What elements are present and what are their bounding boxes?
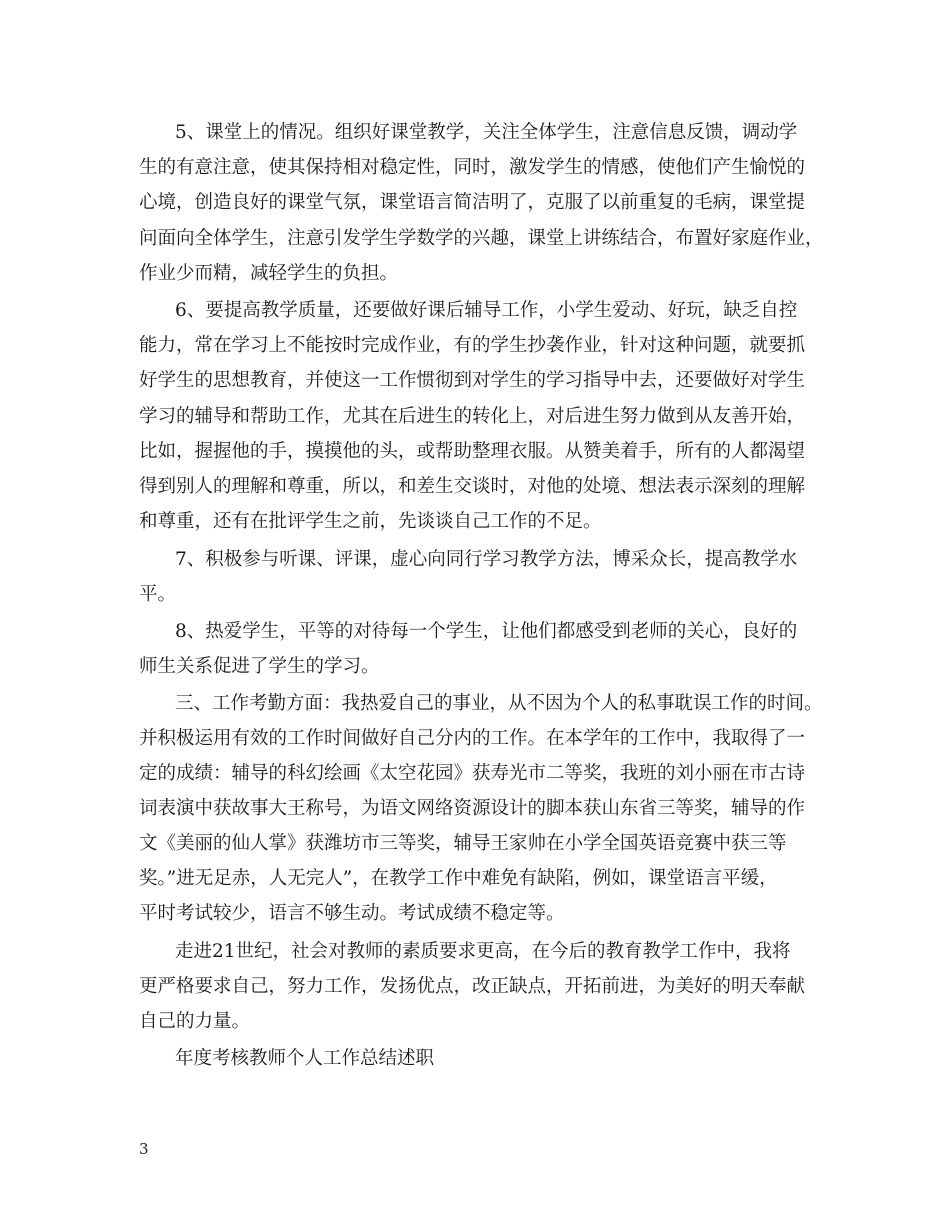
- paragraph-line: 学习的辅导和帮助工作，尤其在后进生的转化上，对后进生努力做到从友善开始，: [139, 406, 806, 427]
- paragraph-line: 和尊重，还有在批评学生之前，先谈谈自己工作的不足。: [139, 511, 602, 532]
- paragraph-line: 得到别人的理解和尊重，所以，和差生交谈时，对他的处境、想法表示深刻的理解: [139, 476, 806, 497]
- paragraph-line: 定的成绩：辅导的科幻绘画《太空花园》获寿光市二等奖，我班的刘小丽在市古诗: [139, 763, 806, 784]
- paragraph-line: 能力，常在学习上不能按时完成作业，有的学生抄袭作业，针对这种问题，就要抓: [139, 335, 806, 356]
- paragraph-line: 7、积极参与听课、评课，虚心向同行学习教学方法，博采众长，提高教学水: [175, 549, 798, 570]
- paragraph-line: 比如，握握他的手，摸摸他的头，或帮助整理衣服。从赞美着手，所有的人都渴望: [139, 441, 806, 462]
- paragraph-line: 三、工作考勤方面：我热爱自己的事业，从不因为个人的私事耽误工作的时间。: [175, 693, 823, 714]
- paragraph-line: 作业少而精，减轻学生的负担。: [139, 263, 399, 284]
- paragraph-line: 8、热爱学生，平等的对待每一个学生，让他们都感受到老师的关心，良好的: [175, 621, 798, 642]
- paragraph-line: 自己的力量。: [139, 1011, 251, 1032]
- closing-title: 年度考核教师个人工作总结述职: [175, 1048, 435, 1069]
- paragraph-line: 师生关系促进了学生的学习。: [139, 656, 380, 677]
- paragraph-line: 并积极运用有效的工作时间做好自己分内的工作。在本学年的工作中，我取得了一: [139, 728, 806, 749]
- paragraph-line: 更严格要求自己，努力工作，发扬优点，改正缺点，开拓前进，为美好的明天奉献: [139, 976, 806, 997]
- paragraph-line: 生的有意注意，使其保持相对稳定性，同时，激发学生的情感，使他们产生愉悦的: [139, 157, 806, 178]
- paragraph-line: 好学生的思想教育，并使这一工作惯彻到对学生的学习指导中去，还要做好对学生: [139, 370, 806, 391]
- paragraph-line: 问面向全体学生，注意引发学生学数学的兴趣，课堂上讲练结合，布置好家庭作业，: [139, 228, 824, 249]
- paragraph-line: 走进21世纪，社会对教师的素质要求更高，在今后的教育教学工作中，我将: [175, 941, 791, 962]
- paragraph-line: 平。: [139, 584, 177, 605]
- paragraph-line: 奖。”进无足赤，人无完人”，在教学工作中难免有缺陷，例如，课堂语言平缓，: [139, 868, 778, 889]
- paragraph-line: 心境，创造良好的课堂气氛，课堂语言简洁明了，克服了以前重复的毛病，课堂提: [139, 192, 806, 213]
- paragraph-line: 文《美丽的仙人掌》获潍坊市三等奖，辅导王家帅在小学全国英语竞赛中获三等: [139, 833, 787, 854]
- paragraph-line: 6、要提高教学质量，还要做好课后辅导工作，小学生爱动、好玩，缺乏自控: [175, 300, 798, 321]
- paragraph-line: 平时考试较少，语言不够生动。考试成绩不稳定等。: [139, 903, 565, 924]
- page-number: 3: [139, 1140, 149, 1158]
- paragraph-line: 词表演中获故事大王称号，为语文网络资源设计的脚本获山东省三等奖，辅导的作: [139, 798, 806, 819]
- paragraph-line: 5、课堂上的情况。组织好课堂教学，关注全体学生，注意信息反馈，调动学: [175, 122, 798, 143]
